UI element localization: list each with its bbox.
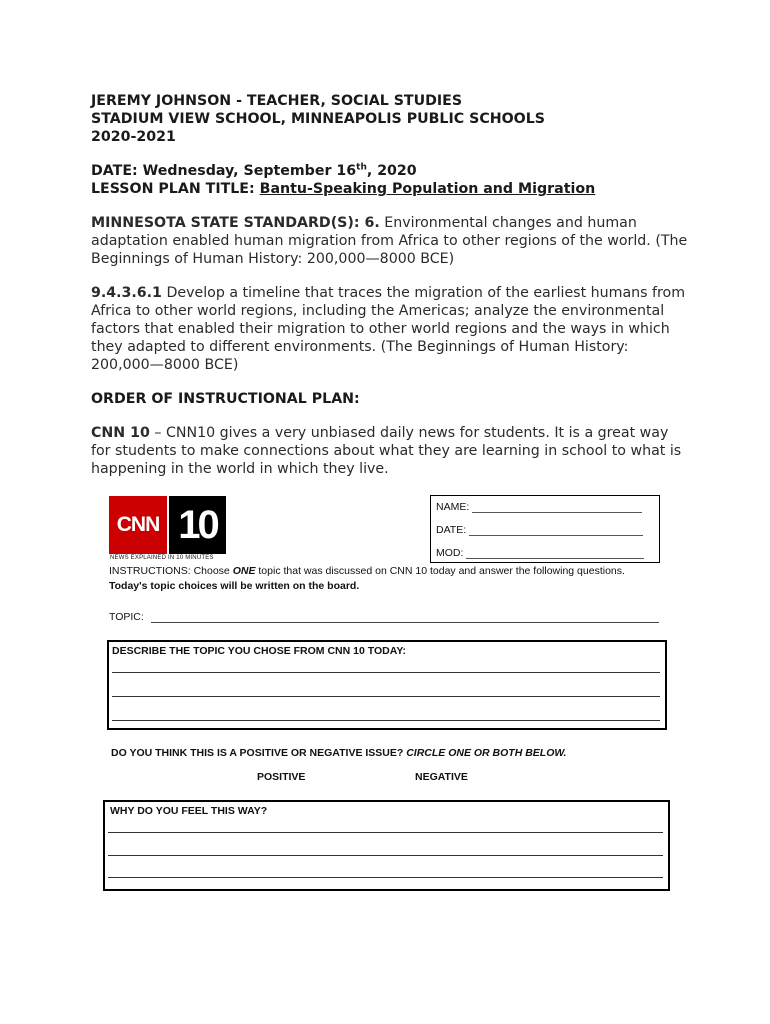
cnn10-worksheet [107,495,672,895]
cnn-paragraph [91,424,691,478]
date-line [91,162,691,180]
why-box [103,800,670,891]
describe-line[interactable] [112,720,660,721]
topic-field[interactable] [151,622,659,623]
topic-label: TOPIC: [109,611,144,623]
negative-option[interactable]: NEGATIVE [415,771,468,783]
standard-text: Environmental changes and human adaptation enabled human migration from Africa to other regions of the world. (The Beginnings of Human History: 200,000—8000 BCE) [91,215,688,267]
name-label: NAME: [436,501,470,513]
logo-tagline: NEWS EXPLAINED IN 10 MINUTES [110,555,214,561]
describe-line[interactable] [112,696,660,697]
lesson-title: Bantu-Speaking Population and Migration [259,181,596,197]
date-suffix: , 2020 [366,163,417,179]
date-label: DATE: Wednesday, September 16 [91,163,357,179]
issue-question [111,747,566,759]
mod-row [436,547,644,559]
describe-label: DESCRIBE THE TOPIC YOU CHOSE FROM CNN 10 TODAY: [112,645,407,657]
issue-question-emphasis: CIRCLE ONE OR BOTH BELOW. [406,747,567,759]
school-line: STADIUM VIEW SCHOOL, MINNEAPOLIS PUBLIC SCHOOLS [91,111,545,127]
date-row [436,524,643,536]
date-field[interactable] [469,535,643,536]
mod-label: MOD: [436,547,464,559]
lesson-label: LESSON PLAN TITLE: [91,181,255,197]
instructions-prefix: INSTRUCTIONS: Choose [109,565,233,577]
name-field[interactable] [472,512,642,513]
issue-question-text: DO YOU THINK THIS IS A POSITIVE OR NEGATIVE ISSUE? [111,747,407,759]
why-label: WHY DO YOU FEEL THIS WAY? [110,805,268,817]
instructions-suffix: topic that was discussed on CNN 10 today and answer the following questions. [255,565,625,577]
topic-choices-note: Today's topic choices will be written on the board. [109,580,360,592]
lesson-plan-document [91,92,691,478]
describe-box [107,640,667,730]
order-heading: ORDER OF INSTRUCTIONAL PLAN: [91,391,360,407]
ten-logo-mark: 10 [169,496,226,554]
cnn10-logo [109,496,226,554]
instructions [109,565,625,577]
teacher-line: JEREMY JOHNSON - TEACHER, SOCIAL STUDIES [91,93,463,109]
cnn-logo-mark: CNN [109,496,167,554]
why-line[interactable] [108,877,663,878]
benchmark-paragraph [91,284,691,374]
cnn-label: CNN 10 [91,425,150,441]
standard-label: MINNESOTA STATE STANDARD(S): 6. [91,215,380,231]
instructions-emphasis: ONE [232,565,256,577]
name-row [436,501,642,513]
standard-paragraph [91,214,691,268]
year-line: 2020-2021 [91,129,176,145]
cnn-text: – CNN10 gives a very unbiased daily news for students. It is a great way for students to make connections about what they are learning in school to what is happening in the world in which they live. [91,425,682,477]
benchmark-code: 9.4.3.6.1 [91,285,162,301]
why-line[interactable] [108,832,663,833]
lesson-title-line [91,180,691,198]
mod-field[interactable] [466,558,644,559]
describe-line[interactable] [112,672,660,673]
date-field-label: DATE: [436,524,467,536]
date-sup: th [356,162,367,173]
benchmark-text: Develop a timeline that traces the migration of the earliest humans from Africa to other world regions, including the Americas; analyze the environmental factors that enabled their migration to other world regions and the ways in which they adapted to different environments. (The Beginnings of Human History: 200,000—8000 BCE) [91,285,686,373]
positive-option[interactable]: POSITIVE [257,771,306,783]
student-info-box [430,495,660,563]
why-line[interactable] [108,855,663,856]
